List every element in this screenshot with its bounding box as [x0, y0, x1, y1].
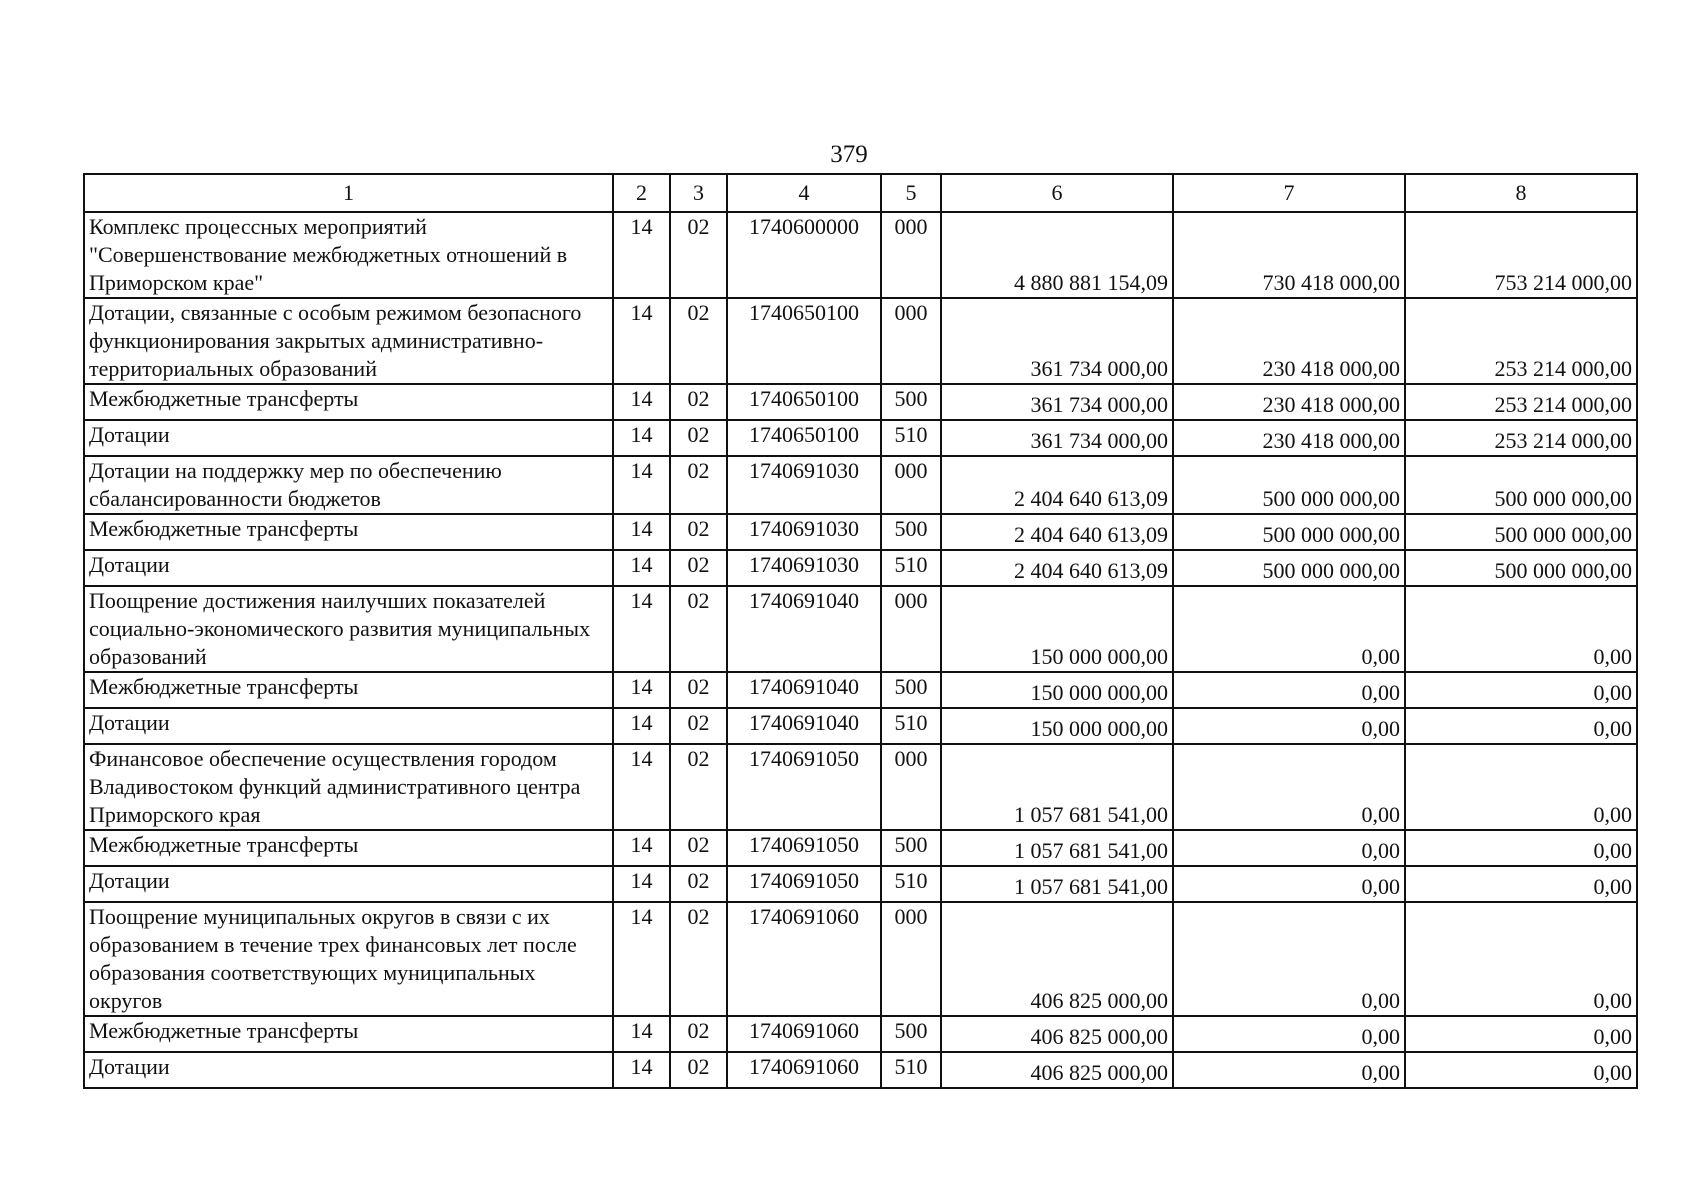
amount-col7: 500 000 000,00	[1173, 514, 1405, 550]
row-name: Межбюджетные трансферты	[84, 672, 613, 708]
amount-col6: 361 734 000,00	[941, 298, 1173, 384]
expense-type-code: 510	[881, 866, 941, 902]
amount-col8: 253 214 000,00	[1405, 420, 1637, 456]
section-code: 14	[613, 1016, 670, 1052]
row-name: Поощрение муниципальных округов в связи с их образованием в течение трех финансовых лет после образования соответствующих муниципальных округов	[84, 902, 613, 1016]
amount-col8: 500 000 000,00	[1405, 514, 1637, 550]
subsection-code: 02	[670, 298, 727, 384]
table-row	[84, 708, 1637, 744]
expense-type-code: 500	[881, 514, 941, 550]
subsection-code: 02	[670, 212, 727, 298]
amount-col6: 361 734 000,00	[941, 384, 1173, 420]
subsection-code: 02	[670, 744, 727, 830]
table-row	[84, 744, 1637, 830]
section-code: 14	[613, 456, 670, 514]
amount-col6: 2 404 640 613,09	[941, 456, 1173, 514]
table-row	[84, 1016, 1637, 1052]
target-article-code: 1740650100	[727, 298, 881, 384]
amount-col7: 500 000 000,00	[1173, 550, 1405, 586]
amount-col8: 0,00	[1405, 902, 1637, 1016]
subsection-code: 02	[670, 1016, 727, 1052]
expense-type-code: 000	[881, 212, 941, 298]
amount-col8: 253 214 000,00	[1405, 384, 1637, 420]
table-header-row	[84, 174, 1637, 212]
table-row	[84, 298, 1637, 384]
section-code: 14	[613, 298, 670, 384]
amount-col7: 500 000 000,00	[1173, 456, 1405, 514]
row-name: Поощрение достижения наилучших показателей социально-экономического развития муниципальных образований	[84, 586, 613, 672]
subsection-code: 02	[670, 456, 727, 514]
amount-col7: 230 418 000,00	[1173, 298, 1405, 384]
column-header: 7	[1173, 174, 1405, 212]
expense-type-code: 510	[881, 420, 941, 456]
subsection-code: 02	[670, 672, 727, 708]
section-code: 14	[613, 514, 670, 550]
row-name: Межбюджетные трансферты	[84, 830, 613, 866]
amount-col8: 0,00	[1405, 708, 1637, 744]
amount-col7: 0,00	[1173, 902, 1405, 1016]
subsection-code: 02	[670, 514, 727, 550]
amount-col7: 0,00	[1173, 586, 1405, 672]
column-header: 2	[613, 174, 670, 212]
amount-col7: 0,00	[1173, 866, 1405, 902]
amount-col6: 1 057 681 541,00	[941, 744, 1173, 830]
row-name: Межбюджетные трансферты	[84, 514, 613, 550]
amount-col6: 4 880 881 154,09	[941, 212, 1173, 298]
row-name: Комплекс процессных мероприятий "Совершенствование межбюджетных отношений в Приморском крае"	[84, 212, 613, 298]
column-header: 8	[1405, 174, 1637, 212]
amount-col8: 0,00	[1405, 1016, 1637, 1052]
subsection-code: 02	[670, 550, 727, 586]
target-article-code: 1740691060	[727, 1016, 881, 1052]
section-code: 14	[613, 866, 670, 902]
table-row	[84, 456, 1637, 514]
section-code: 14	[613, 1052, 670, 1088]
amount-col7: 0,00	[1173, 744, 1405, 830]
amount-col6: 150 000 000,00	[941, 672, 1173, 708]
amount-col6: 406 825 000,00	[941, 1052, 1173, 1088]
section-code: 14	[613, 672, 670, 708]
expense-type-code: 500	[881, 384, 941, 420]
table-row	[84, 866, 1637, 902]
row-name: Дотации	[84, 420, 613, 456]
amount-col8: 500 000 000,00	[1405, 550, 1637, 586]
expense-type-code: 000	[881, 586, 941, 672]
row-name: Дотации	[84, 866, 613, 902]
target-article-code: 1740691040	[727, 586, 881, 672]
subsection-code: 02	[670, 384, 727, 420]
target-article-code: 1740691030	[727, 456, 881, 514]
expense-type-code: 500	[881, 1016, 941, 1052]
table-row	[84, 1052, 1637, 1088]
target-article-code: 1740691040	[727, 708, 881, 744]
amount-col8: 0,00	[1405, 830, 1637, 866]
table-row	[84, 902, 1637, 1016]
target-article-code: 1740600000	[727, 212, 881, 298]
section-code: 14	[613, 744, 670, 830]
column-header: 4	[727, 174, 881, 212]
amount-col8: 0,00	[1405, 586, 1637, 672]
section-code: 14	[613, 420, 670, 456]
row-name: Дотации на поддержку мер по обеспечению сбалансированности бюджетов	[84, 456, 613, 514]
table-row	[84, 420, 1637, 456]
column-header: 1	[84, 174, 613, 212]
column-header: 6	[941, 174, 1173, 212]
target-article-code: 1740691060	[727, 1052, 881, 1088]
row-name: Дотации	[84, 1052, 613, 1088]
target-article-code: 1740691030	[727, 550, 881, 586]
page-number: 379	[830, 141, 868, 168]
row-name: Дотации	[84, 550, 613, 586]
row-name: Межбюджетные трансферты	[84, 1016, 613, 1052]
expense-type-code: 500	[881, 672, 941, 708]
section-code: 14	[613, 830, 670, 866]
amount-col7: 0,00	[1173, 1052, 1405, 1088]
row-name: Финансовое обеспечение осуществления городом Владивостоком функций административного центра Приморского края	[84, 744, 613, 830]
amount-col6: 406 825 000,00	[941, 902, 1173, 1016]
amount-col7: 0,00	[1173, 1016, 1405, 1052]
amount-col8: 0,00	[1405, 866, 1637, 902]
section-code: 14	[613, 384, 670, 420]
table-row	[84, 384, 1637, 420]
target-article-code: 1740691040	[727, 672, 881, 708]
table-row	[84, 212, 1637, 298]
amount-col8: 253 214 000,00	[1405, 298, 1637, 384]
expense-type-code: 510	[881, 1052, 941, 1088]
amount-col6: 1 057 681 541,00	[941, 830, 1173, 866]
subsection-code: 02	[670, 708, 727, 744]
expense-type-code: 510	[881, 550, 941, 586]
amount-col7: 0,00	[1173, 830, 1405, 866]
amount-col7: 0,00	[1173, 708, 1405, 744]
subsection-code: 02	[670, 866, 727, 902]
subsection-code: 02	[670, 830, 727, 866]
row-name: Дотации, связанные с особым режимом безопасного функционирования закрытых административно-территориальных образований	[84, 298, 613, 384]
amount-col6: 2 404 640 613,09	[941, 514, 1173, 550]
column-header: 5	[881, 174, 941, 212]
amount-col7: 0,00	[1173, 672, 1405, 708]
amount-col7: 730 418 000,00	[1173, 212, 1405, 298]
section-code: 14	[613, 586, 670, 672]
section-code: 14	[613, 902, 670, 1016]
section-code: 14	[613, 550, 670, 586]
target-article-code: 1740650100	[727, 384, 881, 420]
subsection-code: 02	[670, 420, 727, 456]
subsection-code: 02	[670, 1052, 727, 1088]
column-header: 3	[670, 174, 727, 212]
row-name: Межбюджетные трансферты	[84, 384, 613, 420]
amount-col7: 230 418 000,00	[1173, 420, 1405, 456]
expense-type-code: 500	[881, 830, 941, 866]
expense-type-code: 000	[881, 902, 941, 1016]
table-row	[84, 586, 1637, 672]
subsection-code: 02	[670, 902, 727, 1016]
subsection-code: 02	[670, 586, 727, 672]
table-row	[84, 830, 1637, 866]
amount-col6: 406 825 000,00	[941, 1016, 1173, 1052]
target-article-code: 1740691050	[727, 866, 881, 902]
target-article-code: 1740691050	[727, 830, 881, 866]
target-article-code: 1740691030	[727, 514, 881, 550]
amount-col8: 753 214 000,00	[1405, 212, 1637, 298]
amount-col6: 150 000 000,00	[941, 586, 1173, 672]
amount-col6: 361 734 000,00	[941, 420, 1173, 456]
amount-col6: 150 000 000,00	[941, 708, 1173, 744]
expense-type-code: 000	[881, 298, 941, 384]
amount-col6: 1 057 681 541,00	[941, 866, 1173, 902]
budget-table	[83, 173, 1638, 1089]
section-code: 14	[613, 708, 670, 744]
amount-col8: 500 000 000,00	[1405, 456, 1637, 514]
target-article-code: 1740691060	[727, 902, 881, 1016]
table-row	[84, 550, 1637, 586]
target-article-code: 1740650100	[727, 420, 881, 456]
table-row	[84, 514, 1637, 550]
amount-col6: 2 404 640 613,09	[941, 550, 1173, 586]
section-code: 14	[613, 212, 670, 298]
amount-col7: 230 418 000,00	[1173, 384, 1405, 420]
amount-col8: 0,00	[1405, 672, 1637, 708]
amount-col8: 0,00	[1405, 1052, 1637, 1088]
expense-type-code: 000	[881, 744, 941, 830]
target-article-code: 1740691050	[727, 744, 881, 830]
expense-type-code: 510	[881, 708, 941, 744]
amount-col8: 0,00	[1405, 744, 1637, 830]
row-name: Дотации	[84, 708, 613, 744]
expense-type-code: 000	[881, 456, 941, 514]
table-row	[84, 672, 1637, 708]
